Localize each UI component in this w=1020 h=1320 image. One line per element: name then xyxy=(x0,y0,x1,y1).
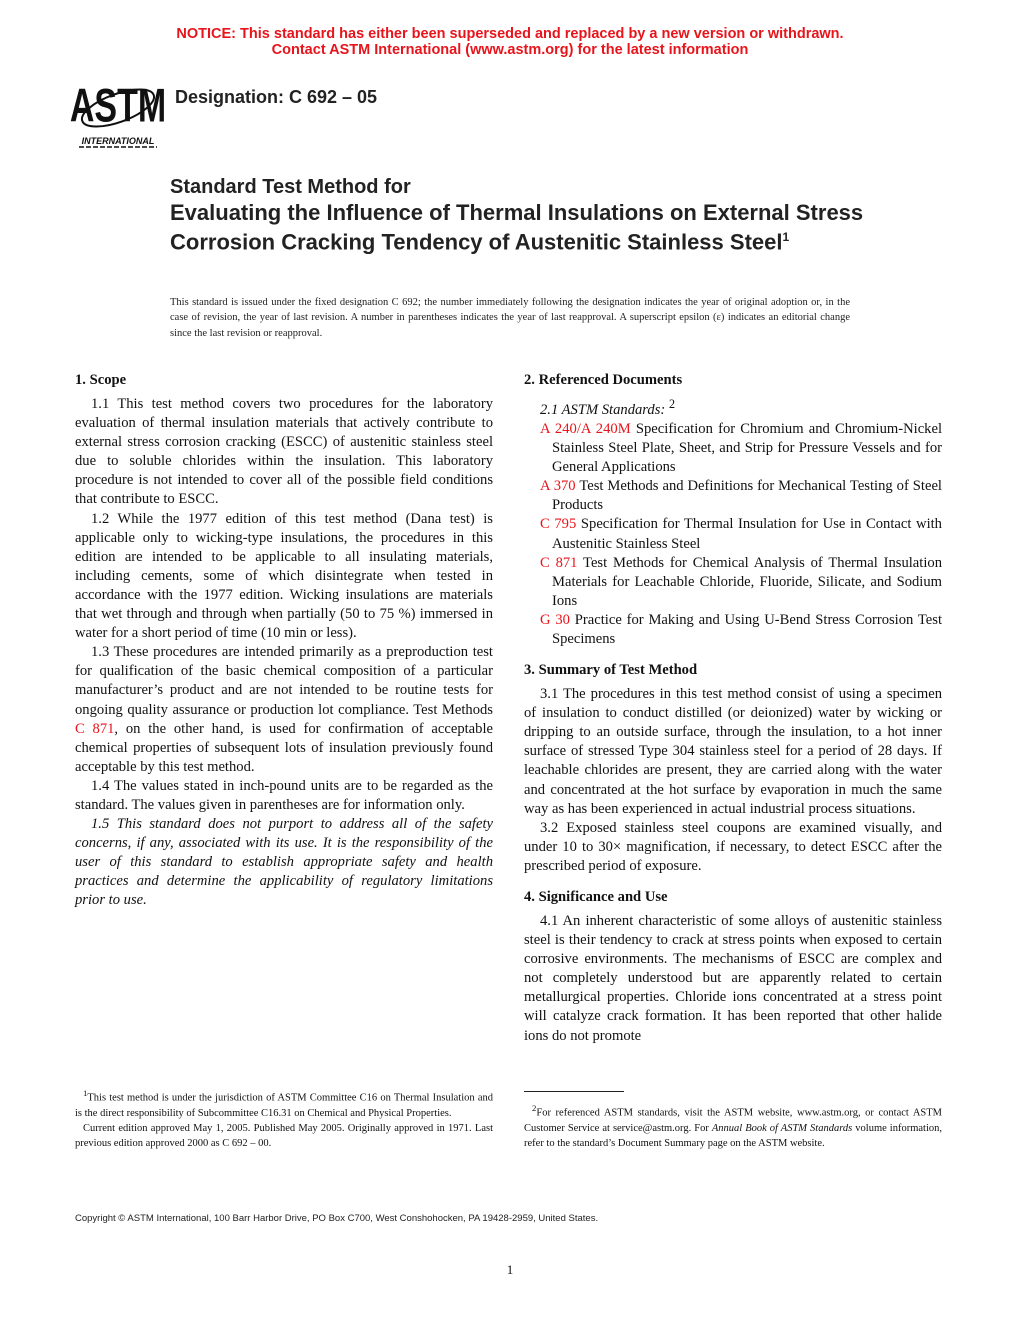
referenced-document xyxy=(524,515,942,553)
footnote-2-text: For referenced ASTM standards, visit the ASTM website, www.astm.org, or contact ASTM Customer Service at service@astm.org. For xyxy=(524,1107,942,1134)
title-line-1: Standard Test Method for xyxy=(170,176,411,198)
page-number: 1 xyxy=(506,1262,514,1277)
footnote-2-text-end: volume information, refer to the standard’s Document Summary page on the ASTM website. xyxy=(524,1122,942,1149)
copyright: Copyright © ASTM International, 100 Barr Harbor Drive, PO Box C700, West Conshohocken, PA 19428-2959, United States. xyxy=(75,1213,599,1224)
para-3-1: 3.1 The procedures in this test method consist of using a specimen of insulation to conduct distilled (or deionized) water by wicking or dripping to an outside surface, through the insulation, to a hot inner surface of stressed Type 304 stainless steel for a period of 28 days. If leachable chlorides are present, they are carried along with the water and concentrated at the hot surface by evaporation in much the same way as has been experienced in actual industrial process situations. xyxy=(524,686,942,817)
svg-text:ASTM: ASTM xyxy=(69,79,167,132)
ref-title: Test Methods and Definitions for Mechanical Testing of Steel Products xyxy=(552,478,942,514)
section-2-heading: 2. Referenced Documents xyxy=(524,372,683,388)
referenced-document xyxy=(524,611,942,649)
link-c871[interactable]: C 871 xyxy=(75,720,115,737)
title-main: Evaluating the Influence of Thermal Insulations on External Stress Corrosion Cracking Tendency of Austenitic Stainless Steel xyxy=(170,200,864,255)
para-1-3-text-end: , on the other hand, is used for confirmation of acceptable chemical properties of subsequent lots of insulation previously found acceptable by this test method. xyxy=(75,720,493,775)
ref-title: Specification for Chromium and Chromium-Nickel Stainless Steel Plate, Sheet, and Strip for Pressure Vessels and for General Applications xyxy=(552,420,943,476)
ref-code-link[interactable]: A 370 xyxy=(540,478,576,495)
para-3-2: 3.2 Exposed stainless steel coupons are examined visually, and under 10 to 30× magnification, if necessary, to detect ESCC after the prescribed period of exposure. xyxy=(524,819,942,874)
right-column xyxy=(524,371,942,1046)
footnote-2 xyxy=(524,1101,942,1151)
notice-line-2: Contact ASTM International (www.astm.org) for the latest information xyxy=(271,42,749,58)
referenced-document xyxy=(524,554,942,611)
ref-title: Test Methods for Chemical Analysis of Thermal Insulation Materials for Leachable Chloride, Fluoride, Silicate, and Sodium Ions xyxy=(552,554,942,609)
ref-title: Specification for Thermal Insulation for Use in Contact with Austenitic Stainless Steel xyxy=(552,516,942,552)
title-footnote-mark: 1 xyxy=(782,230,790,244)
referenced-document xyxy=(524,420,942,477)
withdrawn-notice xyxy=(0,26,1020,58)
footnote-1 xyxy=(75,1086,493,1151)
para-1-1: 1.1 This test method covers two procedures for the laboratory evaluation of thermal insulation materials that actively contribute to external stress corrosion cracking (ESCC) of austenitic stainless steel due to soluble chlorides within the insulation. This laboratory procedure is not intended to cover all of the possible field conditions that contribute to ESCC. xyxy=(75,396,493,508)
referenced-document xyxy=(524,477,942,515)
ref-code-link[interactable]: A 240/A 240M xyxy=(540,420,631,437)
document-title xyxy=(170,174,870,254)
ref-code-link[interactable]: C 871 xyxy=(540,554,578,571)
footnote-1-text: This test method is under the jurisdiction of ASTM Committee C16 on Thermal Insulation and is the direct responsibility of Subcommittee C16.31 on Chemical and Physical Properties. xyxy=(75,1092,493,1119)
footnote-mark-2: 2 xyxy=(668,397,676,411)
ref-code-link[interactable]: C 795 xyxy=(540,516,577,533)
astm-logo xyxy=(69,74,167,148)
left-column xyxy=(75,371,493,911)
footnote-2-mark: 2 xyxy=(532,1103,537,1113)
section-3-heading: 3. Summary of Test Method xyxy=(524,662,698,679)
footnote-divider xyxy=(524,1091,624,1092)
para-1-3 xyxy=(75,643,493,777)
para-2-1-text: 2.1 ASTM Standards: xyxy=(540,401,666,418)
footnote-1-mark: 1 xyxy=(83,1088,88,1098)
ref-code-link[interactable]: G 30 xyxy=(540,611,570,628)
section-1-heading: 1. Scope xyxy=(75,372,127,388)
notice-line-1: NOTICE: This standard has either been superseded and replaced by a new version or withdrawn. xyxy=(176,26,844,42)
footnote-2-italic: Annual Book of ASTM Standards xyxy=(711,1122,853,1134)
para-2-1 xyxy=(524,395,942,420)
designation: Designation: C 692 – 05 xyxy=(175,87,378,107)
ref-title: Practice for Making and Using U-Bend Stress Corrosion Test Specimens xyxy=(552,611,942,647)
para-4-1: 4.1 An inherent characteristic of some alloys of austenitic stainless steel is their tendency to crack at stress points when exposed to certain corrosive environments. The mechanisms of ESCC are complex and not completely understood but are apparently related to certain metallurgical properties. Chloride ions concentrated at a stress point will catalyze crack formation. It has been reported that other halide ions do not promote xyxy=(524,913,942,1044)
section-4-heading: 4. Significance and Use xyxy=(524,889,668,906)
para-1-2: 1.2 While the 1977 edition of this test method (Dana test) is applicable only to wicking-type insulations, the procedures in this edition are intended to be applicable to all insulating materials, including cements, some of which disintegrate when tested in accordance with the 1977 edition. Wicking insulations are materials that wet through and through when partially (50 to 75 %) immersed in water for a short period of time (10 min or less). xyxy=(75,510,493,642)
para-1-3-text: 1.3 These procedures are intended primarily as a preproduction test for qualification of the basic chemical composition of a particular manufacturer’s product and are not intended to be routine tests for ongoing quality assurance or production lot compliance. Test Methods xyxy=(75,644,493,718)
svg-text:INTERNATIONAL: INTERNATIONAL xyxy=(81,136,155,146)
footnote-1-edition: Current edition approved May 1, 2005. Published May 2005. Originally approved in 1971. Last previous edition approved 2000 as C 692 – 00. xyxy=(75,1122,493,1150)
issued-note: This standard is issued under the fixed designation C 692; the number immediately following the designation indicates the year of original adoption or, in the case of revision, the year of last revision. A number in parentheses indicates the year of last reapproval. A superscript epsilon (ε) indicates an editorial change since the last revision or reapproval. xyxy=(170,297,850,339)
para-1-5: 1.5 This standard does not purport to address all of the safety concerns, if any, associated with its use. It is the responsibility of the user of this standard to establish appropriate safety and health practices and determine the applicability of regulatory limitations prior to use. xyxy=(75,816,493,909)
para-1-4: 1.4 The values stated in inch-pound units are to be regarded as the standard. The values given in parentheses are for information only. xyxy=(75,777,493,813)
